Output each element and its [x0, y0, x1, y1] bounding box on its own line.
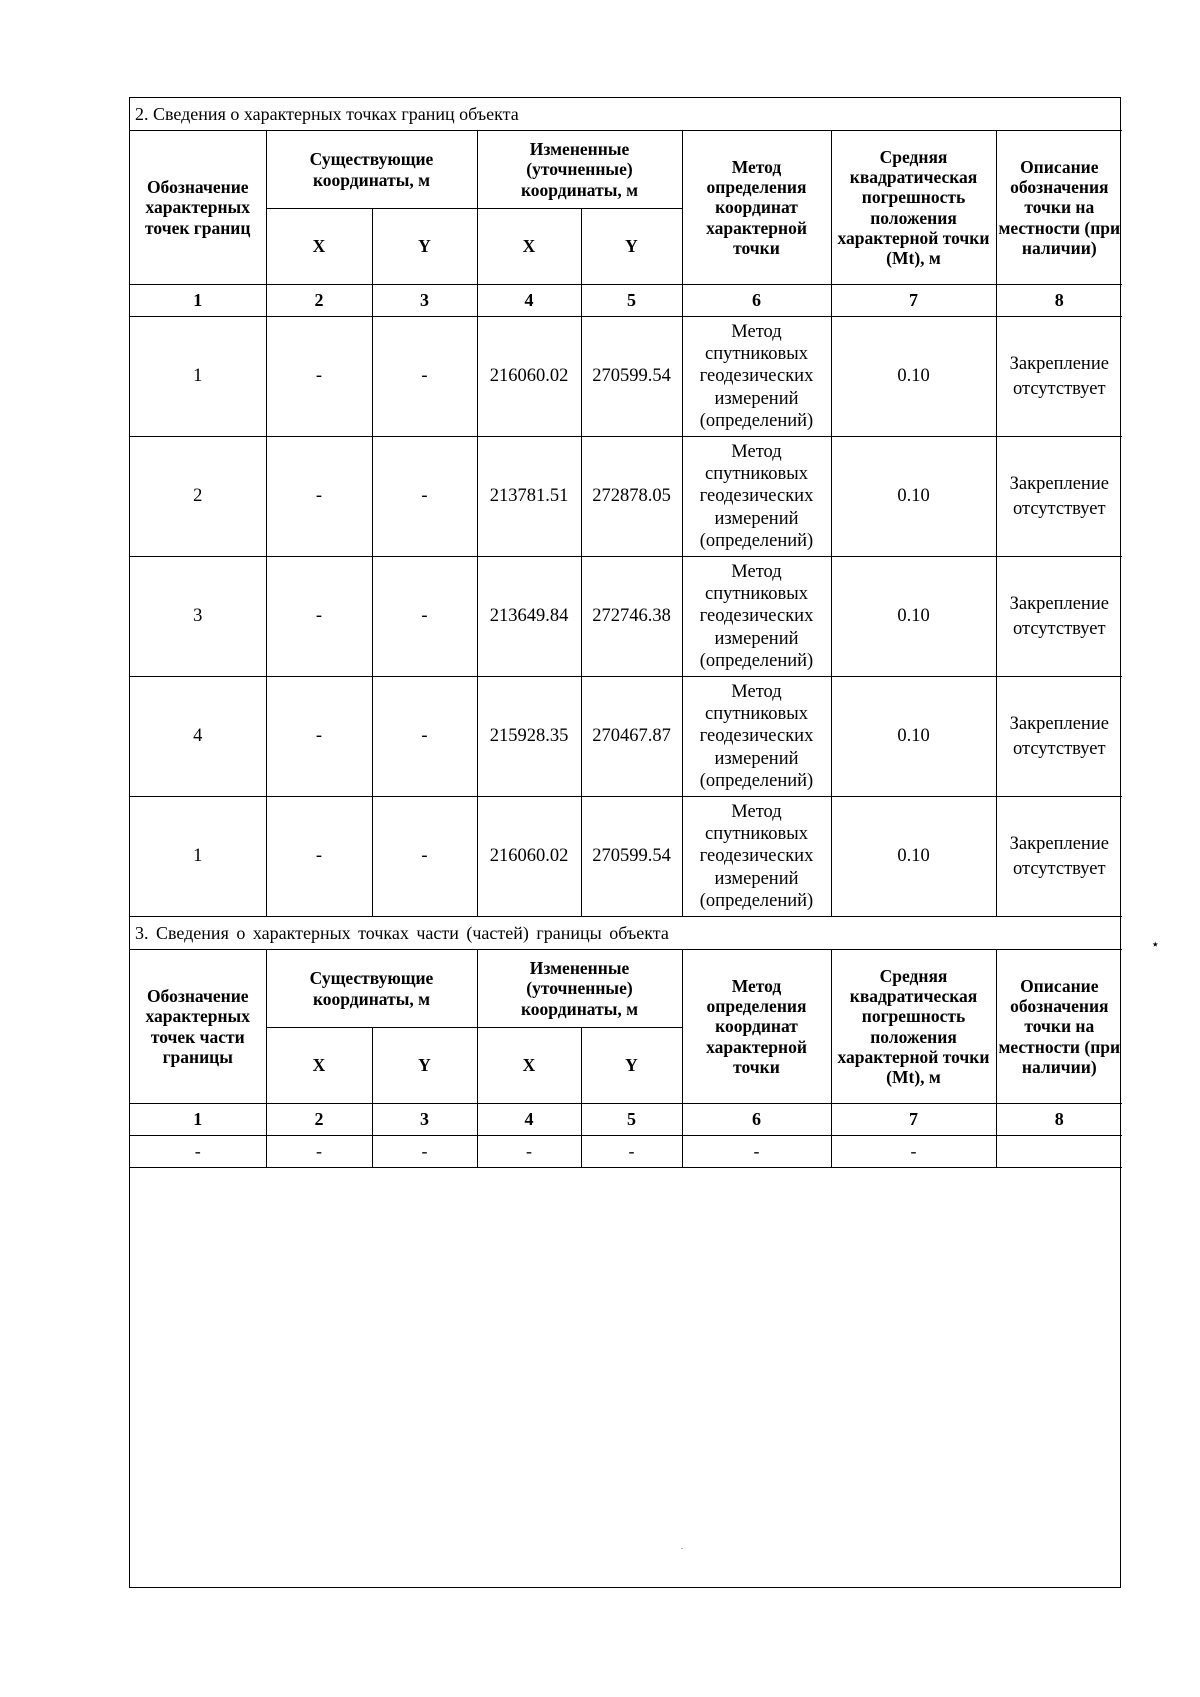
- margin-mark: ٭: [1152, 937, 1159, 951]
- point-id: 4: [130, 677, 266, 797]
- column-number: 1: [130, 1104, 266, 1136]
- column-number: 3: [372, 285, 477, 317]
- changed-y: 270599.54: [581, 317, 682, 437]
- table-row: [130, 557, 1122, 677]
- header-changed-coords: Измененные (уточненные) координаты, м: [477, 950, 682, 1028]
- column-number: 7: [831, 285, 996, 317]
- method: Метод спутниковых геодезических измерений (определений): [682, 557, 831, 677]
- point-description: Закрепление отсутствует: [996, 557, 1122, 677]
- column-number: 4: [477, 1104, 581, 1136]
- column-number: 5: [581, 1104, 682, 1136]
- header-changed-coords: Измененные (уточненные) координаты, м: [477, 131, 682, 209]
- header-existing-coords: Существующие координаты, м: [266, 950, 477, 1028]
- point-id: 1: [130, 797, 266, 917]
- method: Метод спутниковых геодезических измерений (определений): [682, 437, 831, 557]
- method: Метод спутниковых геодезических измерений (определений): [682, 677, 831, 797]
- header-designation: Обозначение характерных точек части границы: [130, 950, 266, 1104]
- header-description: Описание обозначения точки на местности (при наличии): [996, 950, 1122, 1104]
- existing-y: -: [372, 317, 477, 437]
- table-row: [130, 677, 1122, 797]
- point-description: Закрепление отсутствует: [996, 317, 1122, 437]
- section2-table: [130, 98, 1122, 1168]
- column-number: 3: [372, 1104, 477, 1136]
- column-number: 6: [682, 1104, 831, 1136]
- header-description: Описание обозначения точки на местности (при наличии): [996, 131, 1122, 285]
- column-number: 8: [996, 285, 1122, 317]
- method: Метод спутниковых геодезических измерений (определений): [682, 797, 831, 917]
- header-method: Метод определения координат характерной точки: [682, 131, 831, 285]
- existing-x: -: [266, 797, 372, 917]
- changed-y: 270467.87: [581, 677, 682, 797]
- table-row: [130, 437, 1122, 557]
- column-number: 4: [477, 285, 581, 317]
- existing-x: -: [266, 437, 372, 557]
- mt-error: 0.10: [831, 797, 996, 917]
- point-id: 3: [130, 557, 266, 677]
- header-changed-x: X: [477, 209, 581, 285]
- document-frame: [129, 97, 1121, 1588]
- mt-error: 0.10: [831, 557, 996, 677]
- column-number: 5: [581, 285, 682, 317]
- changed-y: 272746.38: [581, 557, 682, 677]
- changed-y: 270599.54: [581, 797, 682, 917]
- mt-error: 0.10: [831, 317, 996, 437]
- column-number: 6: [682, 285, 831, 317]
- mt-error: 0.10: [831, 677, 996, 797]
- column-number: 7: [831, 1104, 996, 1136]
- header-changed-y: Y: [581, 209, 682, 285]
- point-id: 2: [130, 437, 266, 557]
- existing-y: -: [372, 797, 477, 917]
- existing-y: -: [372, 677, 477, 797]
- empty-cell: [996, 1136, 1122, 1168]
- existing-y: -: [372, 557, 477, 677]
- empty-cell: -: [682, 1136, 831, 1168]
- empty-cell: -: [266, 1136, 372, 1168]
- existing-x: -: [266, 557, 372, 677]
- table-row: [130, 1136, 1122, 1168]
- column-number: 2: [266, 285, 372, 317]
- column-number: 1: [130, 285, 266, 317]
- existing-x: -: [266, 317, 372, 437]
- existing-x: -: [266, 677, 372, 797]
- header-error: Средняя квадратическая погрешность положения характерной точки (Mt), м: [831, 950, 996, 1104]
- empty-cell: -: [477, 1136, 581, 1168]
- point-description: Закрепление отсутствует: [996, 797, 1122, 917]
- section3-title: 3. Сведения о характерных точках части (частей) границы объекта: [130, 917, 1122, 950]
- mt-error: 0.10: [831, 437, 996, 557]
- point-description: Закрепление отсутствует: [996, 677, 1122, 797]
- empty-cell: -: [831, 1136, 996, 1168]
- changed-y: 272878.05: [581, 437, 682, 557]
- header-existing-x: X: [266, 209, 372, 285]
- point-id: 1: [130, 317, 266, 437]
- empty-cell: -: [581, 1136, 682, 1168]
- changed-x: 213781.51: [477, 437, 581, 557]
- empty-cell: -: [130, 1136, 266, 1168]
- changed-x: 216060.02: [477, 797, 581, 917]
- column-number: 2: [266, 1104, 372, 1136]
- header-error: Средняя квадратическая погрешность положения характерной точки (Mt), м: [831, 131, 996, 285]
- header-changed-x: X: [477, 1028, 581, 1104]
- point-description: Закрепление отсутствует: [996, 437, 1122, 557]
- column-number: 8: [996, 1104, 1122, 1136]
- method: Метод спутниковых геодезических измерений (определений): [682, 317, 831, 437]
- section2-title: 2. Сведения о характерных точках границ объекта: [130, 98, 1122, 131]
- changed-x: 216060.02: [477, 317, 581, 437]
- table-row: [130, 317, 1122, 437]
- header-designation: Обозначение характерных точек границ: [130, 131, 266, 285]
- empty-cell: -: [372, 1136, 477, 1168]
- header-existing-y: Y: [372, 1028, 477, 1104]
- scan-speck: [681, 1548, 683, 1549]
- header-existing-y: Y: [372, 209, 477, 285]
- changed-x: 215928.35: [477, 677, 581, 797]
- header-method: Метод определения координат характерной точки: [682, 950, 831, 1104]
- changed-x: 213649.84: [477, 557, 581, 677]
- table-row: [130, 797, 1122, 917]
- header-changed-y: Y: [581, 1028, 682, 1104]
- existing-y: -: [372, 437, 477, 557]
- header-existing-coords: Существующие координаты, м: [266, 131, 477, 209]
- header-existing-x: X: [266, 1028, 372, 1104]
